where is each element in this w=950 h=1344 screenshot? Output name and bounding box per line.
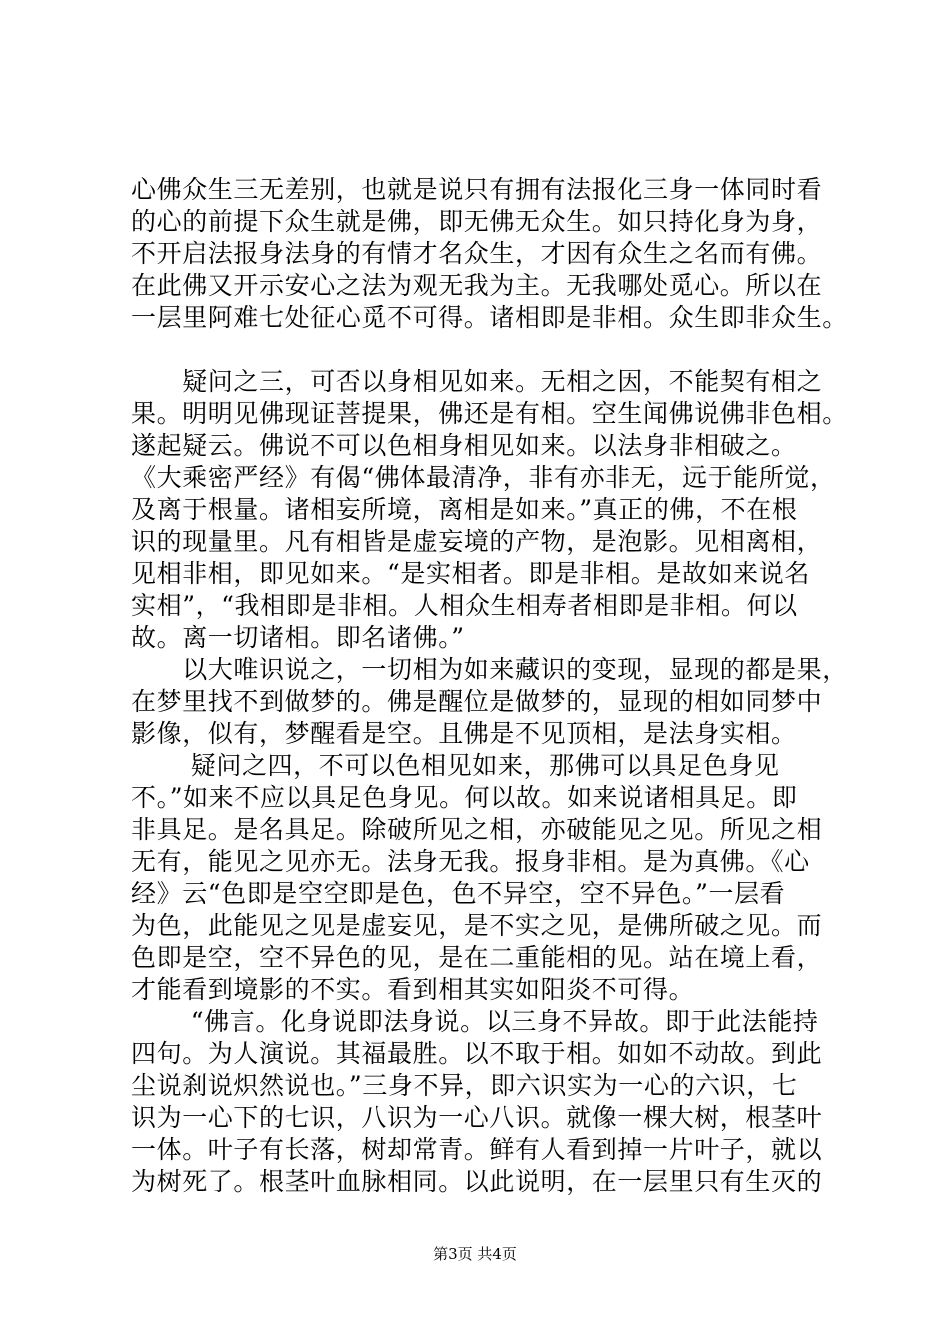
text-line: 果。明明见佛现证菩提果，佛还是有相。空生闻佛说佛非色相。: [131, 399, 848, 428]
text-line: 《大乘密严经》有偈“佛体最清净，非有亦非无，远于能所觉，: [131, 463, 836, 492]
paragraph-gap: [131, 334, 851, 366]
text-line: 识的现量里。凡有相皆是虚妄境的产物，是泡影。见相离相，: [131, 527, 823, 556]
text-line: 及离于根量。诸相妄所境，离相是如来。”真正的佛，不在根: [131, 495, 798, 524]
text-line: 疑问之四，不可以色相见如来，那佛可以具足色身见: [131, 751, 780, 780]
text-line: 经》云“色即是空空即是色，色不异空，空不异色。”一层看: [131, 879, 786, 908]
text-line: 四句。为人演说。其福最胜。以不取于相。如如不动故。到此: [131, 1039, 823, 1068]
text-line: 为色，此能见之见是虚妄见，是不实之见，是佛所破之见。而: [131, 911, 823, 940]
text-line: 尘说刹说炽然说也。”三身不异，即六识实为一心的六识，七: [131, 1071, 798, 1100]
text-line: 色即是空，空不异色的见，是在二重能相的见。站在境上看，: [131, 943, 823, 972]
text-line: 实相”，“我相即是非相。人相众生相寿者相即是非相。何以: [131, 591, 798, 620]
text-line: 一体。叶子有长落，树却常青。鲜有人看到掉一片叶子，就以: [131, 1135, 823, 1164]
text-line: 不开启法报身法身的有情才名众生，才因有众生之名而有佛。: [131, 239, 823, 268]
paragraph-1: [131, 174, 851, 334]
text-line: 以大唯识说之，一切相为如来藏识的变现，显现的都是果，: [131, 655, 848, 684]
text-line: “佛言。化身说即法身说。以三身不异故。即于此法能持: [131, 1007, 819, 1036]
text-line: 的心的前提下众生就是佛，即无佛无众生。如只持化身为身，: [131, 207, 823, 236]
text-line: 非具足。是名具足。除破所见之相，亦破能见之见。所见之相: [131, 815, 823, 844]
text-line: 一层里阿难七处征心觅不可得。诸相即是非相。众生即非众生。: [131, 303, 848, 332]
text-line: 在梦里找不到做梦的。佛是醒位是做梦的，显现的相如同梦中: [131, 687, 823, 716]
text-line: 遂起疑云。佛说不可以色相身相见如来。以法身非相破之。: [131, 431, 797, 460]
paragraph-2: [131, 366, 851, 654]
paragraph-3: [131, 654, 851, 750]
text-line: 识为一心下的七识，八识为一心八识。就像一棵大树，根茎叶: [131, 1103, 823, 1132]
text-line: 影像，似有，梦醒看是空。且佛是不见顶相，是法身实相。: [131, 719, 797, 748]
paragraph-4: [131, 750, 851, 1006]
page-footer: [0, 1244, 950, 1264]
text-line: 在此佛又开示安心之法为观无我为主。无我哪处觅心。所以在: [131, 271, 823, 300]
text-line: 不。”如来不应以具足色身见。何以故。如来说诸相具足。即: [131, 783, 798, 812]
text-line: 无有，能见之见亦无。法身无我。报身非相。是为真佛。《心: [131, 847, 810, 876]
text-line: 为树死了。根茎叶血脉相同。以此说明，在一层里只有生灭的: [131, 1167, 823, 1196]
text-line: 故。离一切诸相。即名诸佛。”: [131, 623, 465, 652]
text-line: 见相非相，即见如来。“是实相者。即是非相。是故如来说名: [131, 559, 810, 588]
document-body: [131, 174, 851, 1198]
text-line: 才能看到境影的不实。看到相其实如阳炎不可得。: [131, 975, 695, 1004]
text-line: 心佛众生三无差别，也就是说只有拥有法报化三身一体同时看: [131, 175, 823, 204]
text-line: 疑问之三，可否以身相见如来。无相之因，不能契有相之: [131, 367, 823, 396]
paragraph-5: [131, 1006, 851, 1198]
page-number: 第3页 共4页: [433, 1245, 517, 1263]
